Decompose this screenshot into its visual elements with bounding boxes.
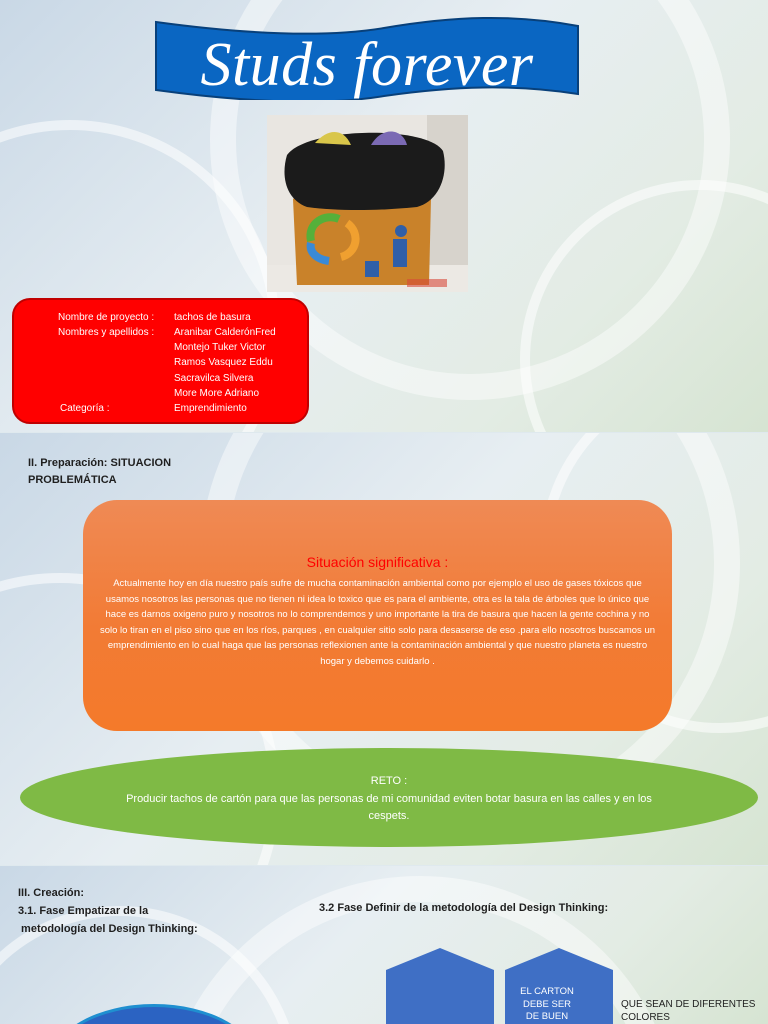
side-note: [621, 998, 755, 1024]
situacion-title: Situación significativa :: [306, 554, 449, 570]
trash-bin-photo: [267, 115, 468, 292]
heading-line: PROBLEMÁTICA: [28, 474, 117, 486]
info-value-name: Montejo Tuker Victor: [174, 342, 266, 353]
info-value-name: Aranibar CalderónFred: [174, 327, 276, 338]
heading-line: 3.1. Fase Empatizar de la: [18, 905, 149, 917]
info-value-name: More More Adriano: [174, 388, 260, 399]
pentagon-text: EL CARTON DEBE SER DE BUEN: [520, 986, 574, 1022]
fase-definir-heading: 3.2 Fase Definir de la metodología del Design Thinking:: [319, 902, 609, 914]
info-label-project: Nombre de proyecto :: [58, 312, 155, 323]
reto-title: RETO :: [370, 775, 408, 787]
info-value-name: Ramos Vasquez Eddu: [174, 357, 273, 368]
situacion-box: [83, 500, 672, 731]
situacion-text: Actualmente hoy en día nuestro país sufre de mucha contaminación ambiental como por ejemplo el uso de gases tóxicos que usamos nosotros las personas que no tienen ni idea lo toxico que es para el ambiente, otra es la tala de árboles que lo único que hace es darnos oxigeno puro y nosotros no lo comprendemos y uno importante la tira de basura que hacen la gente cochina y no solo lo tiran en el piso sino que en los ríos, parques , en cualquier sitio solo para desaserse de eso .para ello nosotros buscamos un emprendimiento en lo cual haga que las personas reflexionen ante la contaminación ambiental y que nuestro planeta es nuestro hogar y debemos cuidarlo .: [99, 578, 656, 667]
trash-bin-image: [267, 115, 468, 292]
info-label-category: Categoría :: [60, 403, 110, 414]
reto-text: Producir tachos de cartón para que las personas de mi comunidad eviten botar basura en las calles y en los cespets.: [126, 793, 652, 822]
info-label-names: Nombres y apellidos :: [58, 327, 155, 338]
heading-line: II. Preparación: SITUACION: [28, 457, 172, 469]
page-title: Studs forever: [200, 31, 534, 99]
info-value-name: Sacravilca Silvera: [174, 373, 254, 384]
project-info-box: [12, 298, 309, 424]
heading-line: metodología del Design Thinking:: [18, 923, 198, 935]
info-value-category: Emprendimiento: [174, 403, 247, 414]
info-value-project: tachos de basura: [174, 312, 251, 323]
heading-line: III. Creación:: [18, 887, 85, 899]
section-heading-preparacion: [28, 455, 171, 489]
side-note-line: QUE SEAN DE DIFERENTES: [621, 999, 756, 1010]
reto-ellipse: [20, 748, 758, 847]
side-note-line: COLORES: [621, 1012, 670, 1023]
title-banner: [154, 16, 580, 100]
section-heading-creacion: [18, 884, 198, 938]
